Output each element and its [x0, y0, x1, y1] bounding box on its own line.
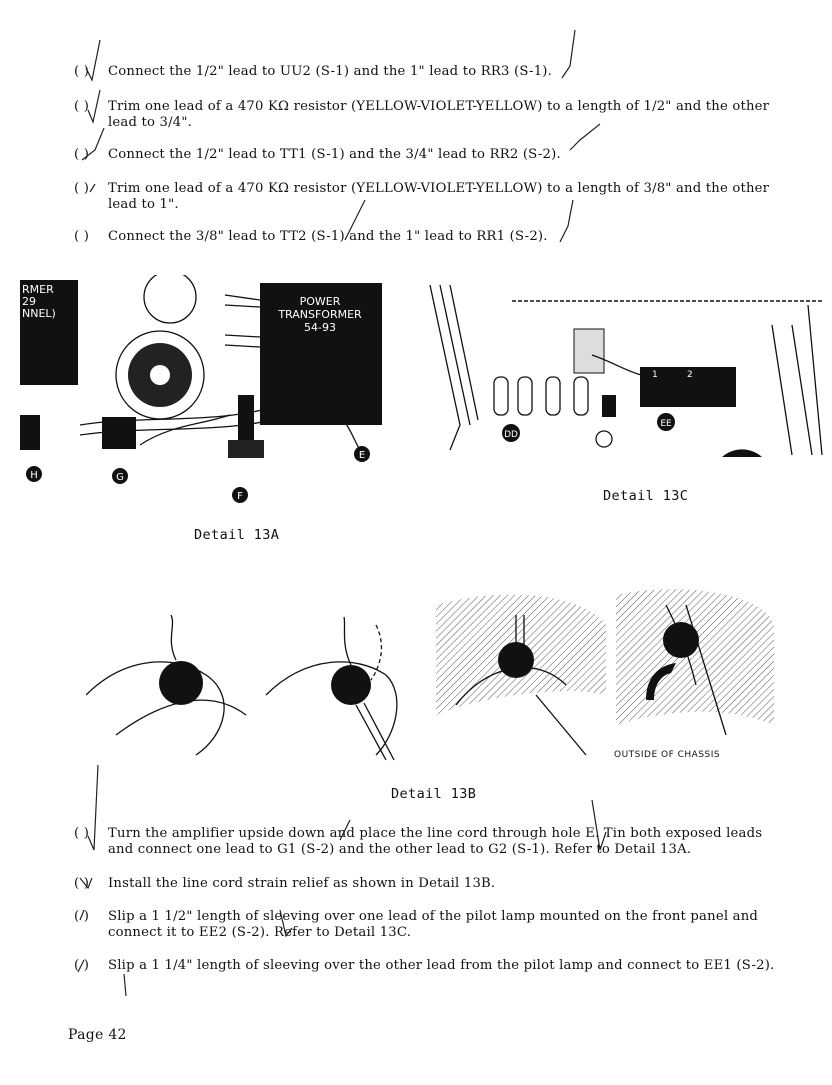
step-1-hands — [86, 615, 246, 755]
left-label-line1: RMER — [22, 283, 54, 296]
step-checkbox[interactable]: ( ) — [74, 64, 90, 79]
transformer-label-line2: TRANSFORMER — [278, 308, 362, 321]
step-text: Install the line cord strain relief as shown in Detail 13B. — [108, 876, 496, 891]
detail-13c-photo — [492, 295, 828, 457]
left-label-line2: 29 — [22, 295, 36, 308]
step-checkbox[interactable]: ( ) — [74, 876, 90, 891]
marker-g: G — [116, 472, 124, 483]
step-text: Connect the 3/8" lead to TT2 (S-1) and the 1" lead to RR1 (S-2). — [108, 229, 548, 244]
step-4-hands — [616, 589, 774, 735]
marker-e: E — [358, 450, 366, 461]
outside-of-chassis-label: OUTSIDE OF CHASSIS — [614, 750, 721, 760]
step-checkbox[interactable]: ( ) — [74, 229, 90, 244]
terminal-1: 1 — [652, 370, 658, 380]
detail-13b-illustration — [86, 585, 776, 765]
step-checkbox[interactable]: ( ) — [74, 909, 90, 924]
detail-13c-caption: Detail 13C — [603, 488, 689, 504]
transformer-label-line3: 54-93 — [304, 321, 336, 334]
step-checkbox[interactable]: ( ) — [74, 181, 90, 196]
step-text: Connect the 1/2" lead to UU2 (S-1) and the 1" lead to RR3 (S-1). — [108, 64, 553, 79]
step-text: Trim one lead of a 470 KΩ resistor (YELLOW-VIOLET-YELLOW) to a length of 3/8" and the other lead to 1". — [108, 181, 770, 212]
step-checkbox[interactable]: ( ) — [74, 958, 90, 973]
detail-13b-caption: Detail 13B — [391, 786, 477, 802]
step-text: Connect the 1/2" lead to TT1 (S-1) and the 3/4" lead to RR2 (S-2). — [108, 147, 561, 162]
step-3-hands — [436, 595, 606, 755]
marker-dd: DD — [504, 430, 518, 440]
marker-h: H — [30, 470, 38, 481]
step-text: Trim one lead of a 470 KΩ resistor (YELLOW-VIOLET-YELLOW) to a length of 1/2" and the other lead to 3/4". — [108, 99, 770, 130]
page-number: Page 42 — [68, 1027, 127, 1043]
step-text: Turn the amplifier upside down and place the line cord through hole E. Tin both exposed leads and connect one lead to G1 (S-2) and the other lead to G2 (S-1). Refer to Detail 13A. — [108, 826, 763, 857]
handwritten-checkmarks-bottom — [0, 760, 832, 1000]
terminal-2: 2 — [687, 370, 693, 380]
handwritten-checkmarks — [0, 0, 832, 270]
step-text: Slip a 1 1/2" length of sleeving over one lead of the pilot lamp mounted on the front panel and connect it to EE2 (S-2). Refer to Detail 13C. — [108, 909, 759, 940]
step-2-hands — [266, 617, 397, 760]
marker-ee: EE — [660, 419, 672, 429]
step-checkbox[interactable]: ( ) — [74, 147, 90, 162]
left-label-line3: NNEL) — [22, 307, 56, 320]
step-text: Slip a 1 1/4" length of sleeving over the other lead from the pilot lamp and connect to EE1 (S-2). — [108, 958, 775, 973]
step-checkbox[interactable]: ( ) — [74, 826, 90, 841]
transformer-label-line1: POWER — [299, 295, 341, 308]
step-checkbox[interactable]: ( ) — [74, 99, 90, 114]
detail-13a-caption: Detail 13A — [194, 527, 280, 543]
detail-13a-photo — [20, 275, 482, 505]
terminal-3: 3 — [730, 370, 736, 380]
marker-f: F — [237, 491, 243, 502]
